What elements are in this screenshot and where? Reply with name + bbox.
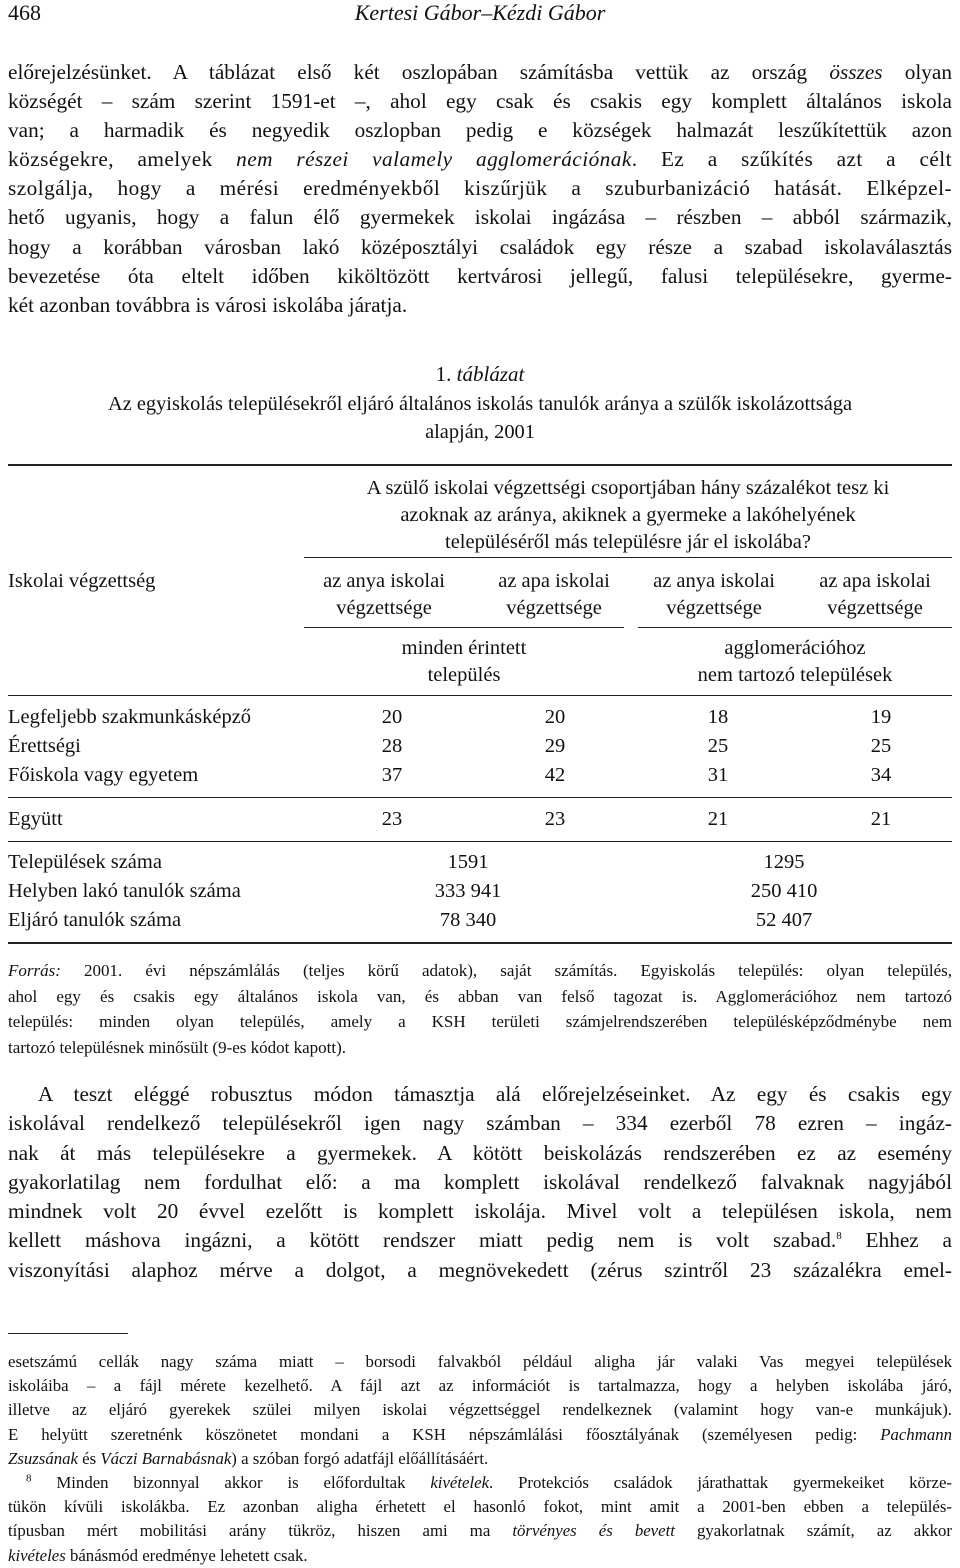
col-header-father-all: az apa iskolai végzettsége [498,570,610,619]
summary-rule [8,841,952,842]
body-line: előrejelzésünket. A táblázat első két oszlopában számításba vettük az ország összes olyan [8,60,953,84]
table-source-note: Forrás: 2001. évi népszámlálás (teljes körű adatok), saját számítás. Egyiskolás település: olyan település, ahol egy és csakis egy általános iskola van, és abban van felső tagozat is. Agglomerációhoz nem tartozó település: minden olyan település, amely a KSH területi számjelrendszerében településképződménybe nem tartozó településnek minősült (9-es kódot kapott). [8,961,952,1057]
cell-value: 21 [707,808,729,830]
row-label: Legfeljebb szakmunkásképző [8,706,252,728]
row-label: Főiskola vagy egyetem [8,764,199,786]
cell-value: 19 [870,706,892,728]
page [8,0,953,1565]
footnote-8: $^8$ Minden bizonnyal akkor is előfordultak kivételek. Protekciós családok járathattak gyermekeiket körze- [26,1472,953,1493]
body-line: községét – szám szerint 1591-et –, ahol egy csak és csakis egy komplett általános iskola [8,89,952,114]
cell-value: 52 407 [755,909,813,931]
col-header-mother-nonaggl: az anya iskolai végzettsége [653,570,775,619]
cell-value: 250 410 [750,880,818,902]
group-header-nonaggl: agglomerációhoz nem tartozó települések [697,637,893,686]
second-paragraph: A teszt eléggé robusztus módon támasztja alá előrejelzéseinket. Az egy és csakis egy iskolával rendelkező településekről igen nagy számban – 334 ezerből 78 ezren – ingáz- nak át más településekre a gyermekek. A kötött beiskolázás rendszerében ez az esemény gyakorlatilag nem fordulhat elő: a ma komplett iskolával rendelkező falvaknak nagyjából mindnek volt 20 évvel ezelőtt is komplett iskolája. Mivel volt a településen iskola, nem kellett máshova ingázni, a kötött rendszer miatt pedig nem is volt szabad.$^8$ Ehhez a viszonyítási alaphoz mérve a dolgot, a megnövekedett (zérus szintről 23 százalékra emel- [8,1082,952,1282]
cell-value: 1295 [763,851,805,873]
row-label: Helyben lakó tanulók száma [8,880,241,902]
table-bottom-rule [8,942,952,944]
cell-value: 20 [381,706,403,728]
cell-value: 18 [707,706,729,728]
cell-value: 29 [544,735,566,757]
header-bottom-rule [8,695,952,696]
group-rule-left [304,627,624,628]
page-number: 468 [8,0,41,25]
body-line: községekre, amelyek nem részei valamely agglomerációnak. Ez a szűkítés azt a célt [8,147,952,172]
cell-value: 333 941 [434,880,502,902]
footnote-rule [8,1333,128,1334]
body-line: két azonban továbbra is városi iskolába járatja. [8,292,408,317]
body-line: hogy a korábban városban lakó középosztályi családok egy része a szabad iskolaválasztás [8,234,952,259]
cell-value: 37 [381,764,403,786]
cell-value: 23 [381,808,403,830]
group-header-all: minden érintett település [401,637,527,686]
cell-value: 1591 [447,851,489,873]
cell-value: 78 340 [439,909,497,931]
running-title: Kertesi Gábor–Kézdi Gábor [354,0,606,25]
body-paragraph [8,58,952,320]
group-rule-right [638,627,952,628]
total-rule [8,797,952,798]
cell-value: 34 [870,764,892,786]
cell-value: 21 [870,808,892,830]
row-header-label: Iskolai végzettség [8,570,156,592]
footnote-ref[interactable]: 8 [836,1230,842,1243]
cell-value: 25 [870,735,892,757]
table-question-header: A szülő iskolai végzettségi csoportjában hány százalékot tesz ki azoknak az aránya, akiknek a gyermeke a lakóhelyének településéről más településre jár el iskolába? [366,477,890,553]
cell-value: 20 [544,706,566,728]
cell-value: 31 [707,764,729,786]
cell-value: 42 [544,764,566,786]
table-top-rule [8,464,952,466]
table-number: 1. táblázat [435,362,525,386]
body-line: van; a harmadik és negyedik oszlopban pedig e községek halmazát leszűkítettük azon [8,118,952,143]
cell-value: 23 [544,808,566,830]
body-line: szolgálja, hogy a mérési eredményekből kiszűrjük a szuburbanizáció hatását. Elképzel- [8,176,952,201]
row-label: Érettségi [8,735,81,757]
page-header [8,0,952,30]
question-rule [304,557,952,558]
cell-value: 28 [381,735,403,757]
col-header-father-nonaggl: az apa iskolai végzettsége [819,570,931,619]
row-label: Együtt [8,808,63,830]
row-label: Települések száma [8,851,162,873]
col-header-mother-all: az anya iskolai végzettsége [323,570,445,619]
body-line: bevezetése óta eltelt időben kiköltözött kertvárosi jellegű, falusi településekre, gyerme- [8,263,952,288]
cell-value: 25 [707,735,729,757]
body-line: hető ugyanis, hogy a falun élő gyermekek iskolai ingázása – részben – abból származik, [8,205,952,230]
table-title: Az egyiskolás településekről eljáró általános iskolás tanulók aránya a szülők iskolázottsága alapján, 2001 [107,393,853,443]
row-label: Eljáró tanulók száma [8,909,182,931]
footnotes: esetszámú cellák nagy száma miatt – borsodi falvakból például aligha jár valaki Vas megyei települések iskoláiba – a fájl mérete kezelhető. A fájl azt az információt is tartalmazza, hogy a helyben iskolába járó, illetve az eljáró gyerekek szülei milyen iskolai végzettséggel rendelkeznek (valamint hogy van-e munkájuk). E helyütt szeretnénk köszönetet mondani a KSH népszámlálási főosztályának (személyesen pedig: Pachmann Zsuzsának és Váczi Barnabásnak) a szóban forgó adatfájl előállításáért. $^8$ Minden bizonnyal akkor is előfordultak kivételek. Protekciós családok járathattak gyermekeiket körze- tükön kívüli iskolákba. Ez azonban aligha érhetett el hasonló fokot, mint amit a 2001-ben ebben a település- típusban mért mobilitási arány tükröz, hiszen ami ma törvényes és bevett gyakorlatnak számít, az akkor kivételes bánásmód eredménye lehetett csak. [8,1352,953,1565]
